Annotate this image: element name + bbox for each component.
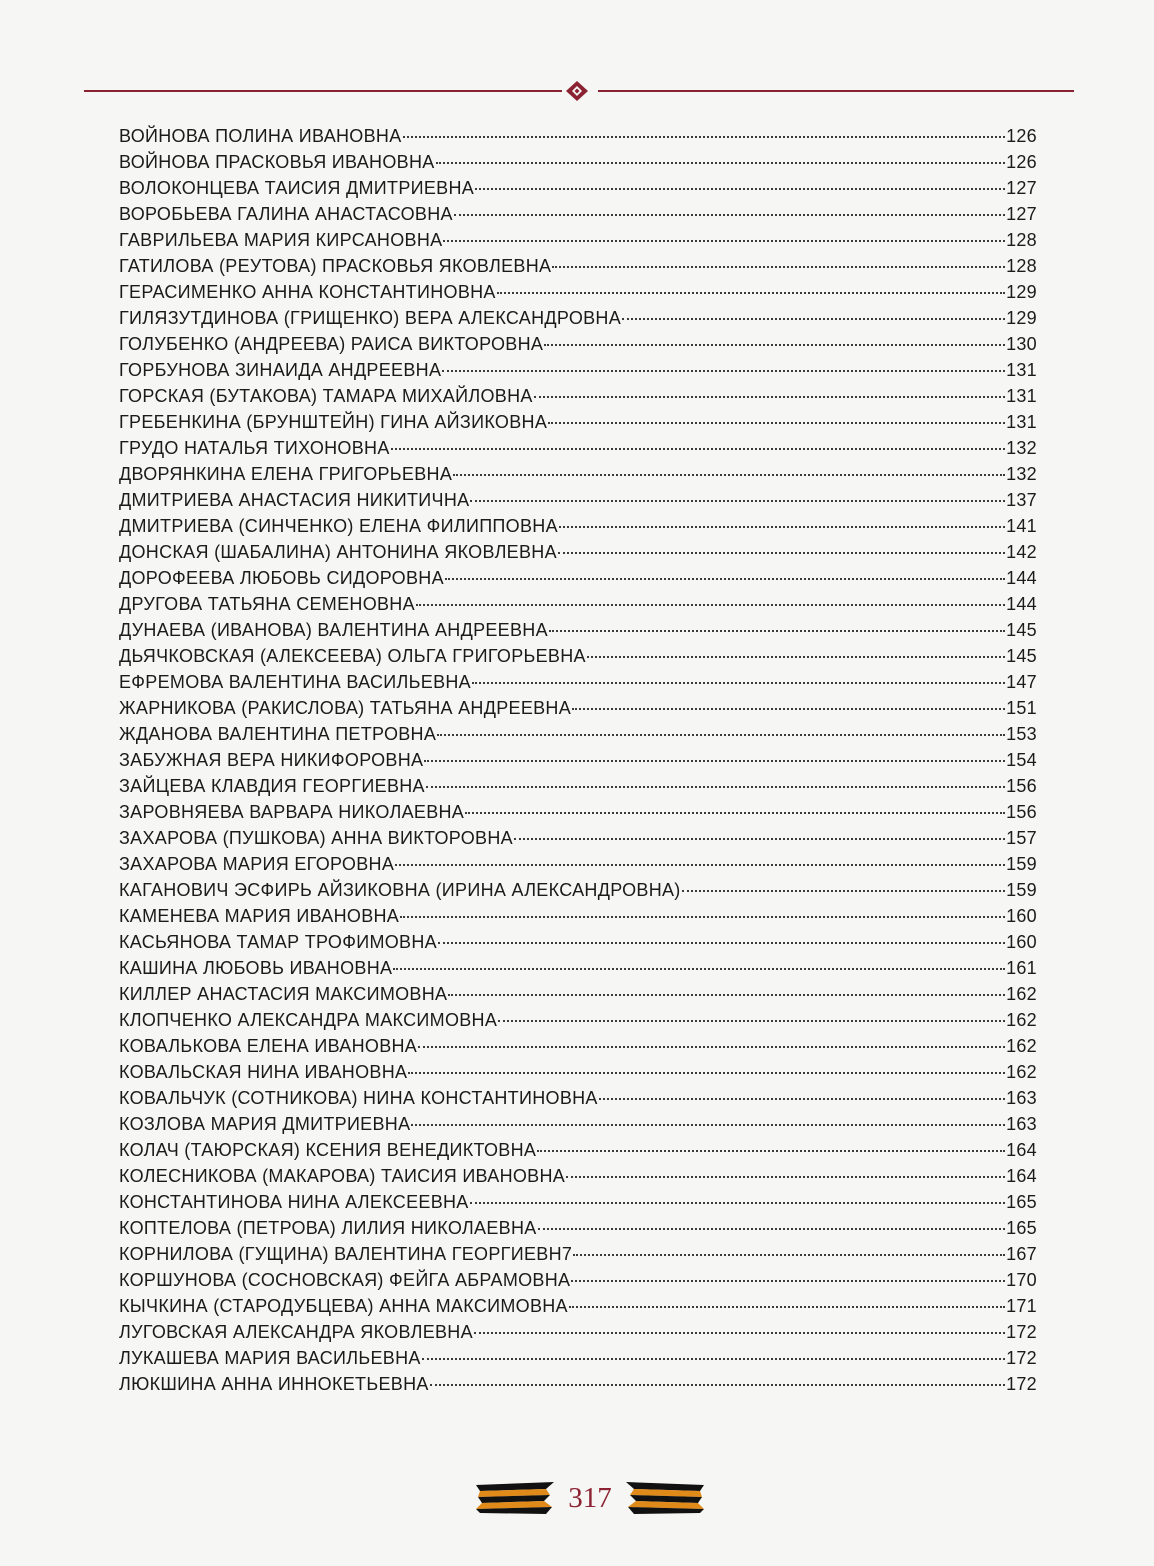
toc-entry: [119, 825, 1037, 851]
toc-entry: [119, 1215, 1037, 1241]
toc-entry-page: 164: [1006, 1166, 1037, 1186]
toc-entry-name: ЗАБУЖНАЯ ВЕРА НИКИФОРОВНА: [119, 750, 424, 770]
dot-leader: [566, 1175, 1005, 1178]
toc-entry-page: 162: [1006, 1062, 1037, 1082]
toc-entry-name: ДМИТРИЕВА АНАСТАСИЯ НИКИТИЧНА: [119, 490, 470, 510]
st-george-ribbon-left-icon: [474, 1481, 556, 1515]
toc-entry-page: 165: [1006, 1192, 1037, 1212]
toc-entry-page: 128: [1006, 256, 1037, 276]
toc-entry-name: КЛОПЧЕНКО АЛЕКСАНДРА МАКСИМОВНА: [119, 1010, 498, 1030]
dot-leader: [445, 577, 1005, 580]
toc-entry: [119, 591, 1037, 617]
toc-entry-page: 159: [1006, 854, 1037, 874]
toc-entry-name: ВОЛОКОНЦЕВА ТАИСИЯ ДМИТРИЕВНА: [119, 178, 475, 198]
toc-entry: [119, 253, 1037, 279]
toc-entry: [119, 279, 1037, 305]
toc-entry-name: ДРУГОВА ТАТЬЯНА СЕМЕНОВНА: [119, 594, 415, 614]
toc-entry-name: КАМЕНЕВА МАРИЯ ИВАНОВНА: [119, 906, 400, 926]
toc-entry-name: ДЬЯЧКОВСКАЯ (АЛЕКСЕЕВА) ОЛЬГА ГРИГОРЬЕВНА: [119, 646, 586, 666]
toc-entry: [119, 435, 1037, 461]
toc-entry: [119, 1345, 1037, 1371]
toc-entry-name: ЛУГОВСКАЯ АЛЕКСАНДРА ЯКОВЛЕВНА: [119, 1322, 473, 1342]
toc-entry-page: 163: [1006, 1088, 1037, 1108]
toc-entry: [119, 539, 1037, 565]
toc-entry: [119, 617, 1037, 643]
dot-leader: [395, 863, 1005, 866]
dot-leader: [514, 837, 1005, 840]
toc-entry-page: 131: [1006, 412, 1037, 432]
dot-leader: [400, 915, 1005, 918]
toc-entry-page: 126: [1006, 152, 1037, 172]
toc-entry: [119, 1293, 1037, 1319]
toc-entry-name: ГАТИЛОВА (РЕУТОВА) ПРАСКОВЬЯ ЯКОВЛЕВНА: [119, 256, 552, 276]
toc-entry-page: 159: [1006, 880, 1037, 900]
toc-entry: [119, 1111, 1037, 1137]
toc-entry: [119, 799, 1037, 825]
toc-entry-page: 163: [1006, 1114, 1037, 1134]
toc-entry: [119, 175, 1037, 201]
toc-entry-page: 127: [1006, 204, 1037, 224]
toc-entry: [119, 643, 1037, 669]
dot-leader: [454, 213, 1005, 216]
toc-entry: [119, 981, 1037, 1007]
toc-entry-page: 156: [1006, 802, 1037, 822]
toc-entry-page: 128: [1006, 230, 1037, 250]
toc-entry: [119, 409, 1037, 435]
toc-entry-page: 162: [1006, 1036, 1037, 1056]
toc-entry-page: 142: [1006, 542, 1037, 562]
dot-leader: [548, 421, 1005, 424]
dot-leader: [622, 317, 1005, 320]
toc-entry: [119, 149, 1037, 175]
dot-leader: [442, 369, 1005, 372]
toc-entry-name: КОВАЛЬЧУК (СОТНИКОВА) НИНА КОНСТАНТИНОВНА: [119, 1088, 598, 1108]
toc-entry-page: 130: [1006, 334, 1037, 354]
toc-entry-name: КАСЬЯНОВА ТАМАР ТРОФИМОВНА: [119, 932, 437, 952]
toc-entry: [119, 1371, 1037, 1397]
toc-entry-name: ЕФРЕМОВА ВАЛЕНТИНА ВАСИЛЬЕВНА: [119, 672, 471, 692]
toc-entry-page: 131: [1006, 360, 1037, 380]
dot-leader: [438, 941, 1005, 944]
toc-entry-name: КОНСТАНТИНОВА НИНА АЛЕКСЕЕВНА: [119, 1192, 469, 1212]
toc-entry-name: ГОРСКАЯ (БУТАКОВА) ТАМАРА МИХАЙЛОВНА: [119, 386, 533, 406]
dot-leader: [569, 1305, 1005, 1308]
dot-leader: [426, 785, 1005, 788]
toc-entry-name: КОРНИЛОВА (ГУЩИНА) ВАЛЕНТИНА ГЕОРГИЕВН7: [119, 1244, 573, 1264]
toc-entry-page: 157: [1006, 828, 1037, 848]
st-george-ribbon-right-icon: [624, 1481, 706, 1515]
dot-leader: [422, 1357, 1005, 1360]
toc-entry: [119, 929, 1037, 955]
dot-leader: [436, 161, 1005, 164]
dot-leader: [474, 1331, 1005, 1334]
toc-entry-page: 145: [1006, 646, 1037, 666]
toc-entry-name: ДОНСКАЯ (ШАБАЛИНА) АНТОНИНА ЯКОВЛЕВНА: [119, 542, 557, 562]
dot-leader: [391, 447, 1005, 450]
page-number: 317: [568, 1481, 612, 1514]
toc-entry: [119, 1033, 1037, 1059]
dot-leader: [559, 525, 1005, 528]
toc-entry-name: КОВАЛЬКОВА ЕЛЕНА ИВАНОВНА: [119, 1036, 418, 1056]
toc-entry-name: ВОЙНОВА ПОЛИНА ИВАНОВНА: [119, 126, 402, 146]
toc-entry-name: ДУНАЕВА (ИВАНОВА) ВАЛЕНТИНА АНДРЕЕВНА: [119, 620, 548, 640]
toc-entry-page: 137: [1006, 490, 1037, 510]
toc-entry: [119, 123, 1037, 149]
toc-entry-name: ЗАХАРОВА МАРИЯ ЕГОРОВНА: [119, 854, 395, 874]
dot-leader: [537, 1149, 1005, 1152]
toc-entry: [119, 747, 1037, 773]
dot-leader: [538, 1227, 1006, 1230]
toc-entry-name: КИЛЛЕР АНАСТАСИЯ МАКСИМОВНА: [119, 984, 448, 1004]
toc-entry-name: ВОЙНОВА ПРАСКОВЬЯ ИВАНОВНА: [119, 152, 435, 172]
toc-entry: [119, 1267, 1037, 1293]
dot-leader: [552, 265, 1005, 268]
toc-entry: [119, 1059, 1037, 1085]
toc-entry-name: КОЗЛОВА МАРИЯ ДМИТРИЕВНА: [119, 1114, 411, 1134]
dot-leader: [470, 1201, 1005, 1204]
dot-leader: [448, 993, 1005, 996]
toc-entry: [119, 1137, 1037, 1163]
toc-entry-page: 147: [1006, 672, 1037, 692]
toc-entry: [119, 955, 1037, 981]
dot-leader: [587, 655, 1005, 658]
toc-entry: [119, 1085, 1037, 1111]
toc-entry-page: 144: [1006, 594, 1037, 614]
toc-entry-name: КАШИНА ЛЮБОВЬ ИВАНОВНА: [119, 958, 393, 978]
toc-entry-page: 165: [1006, 1218, 1037, 1238]
toc-entry: [119, 903, 1037, 929]
toc-entry-page: 172: [1006, 1348, 1037, 1368]
dot-leader: [558, 551, 1005, 554]
toc-entry-name: КЫЧКИНА (СТАРОДУБЦЕВА) АННА МАКСИМОВНА: [119, 1296, 568, 1316]
dot-leader: [465, 811, 1005, 814]
toc-entry: [119, 513, 1037, 539]
toc-entry-name: КОРШУНОВА (СОСНОВСКАЯ) ФЕЙГА АБРАМОВНА: [119, 1270, 571, 1290]
dot-leader: [599, 1097, 1005, 1100]
toc-entry-page: 162: [1006, 984, 1037, 1004]
toc-entry: [119, 669, 1037, 695]
toc-entry-page: 172: [1006, 1374, 1037, 1394]
toc-entry-page: 160: [1006, 932, 1037, 952]
toc-entry-page: 160: [1006, 906, 1037, 926]
toc-entry-name: ЛУКАШЕВА МАРИЯ ВАСИЛЬЕВНА: [119, 1348, 421, 1368]
header-rule-left: [84, 90, 562, 92]
toc-entry: [119, 1189, 1037, 1215]
dot-leader: [571, 1279, 1005, 1282]
dot-leader: [544, 343, 1005, 346]
toc-entry-page: 170: [1006, 1270, 1037, 1290]
toc-entry-name: КОЛЕСНИКОВА (МАКАРОВА) ТАИСИЯ ИВАНОВНА: [119, 1166, 566, 1186]
toc-entry: [119, 773, 1037, 799]
toc-entry: [119, 1007, 1037, 1033]
dot-leader: [572, 707, 1005, 710]
toc-entry-page: 132: [1006, 438, 1037, 458]
toc-entry-page: 171: [1006, 1296, 1037, 1316]
toc-entry-name: КОПТЕЛОВА (ПЕТРОВА) ЛИЛИЯ НИКОЛАЕВНА: [119, 1218, 537, 1238]
dot-leader: [408, 1071, 1005, 1074]
dot-leader: [418, 1045, 1005, 1048]
toc-entry: [119, 695, 1037, 721]
dot-leader: [416, 603, 1005, 606]
toc-entry-name: ГОЛУБЕНКО (АНДРЕЕВА) РАИСА ВИКТОРОВНА: [119, 334, 544, 354]
toc-entry: [119, 227, 1037, 253]
toc-entry-page: 141: [1006, 516, 1037, 536]
dot-leader: [393, 967, 1005, 970]
toc-entry-name: ГАВРИЛЬЕВА МАРИЯ КИРСАНОВНА: [119, 230, 443, 250]
toc-entry: [119, 461, 1037, 487]
diamond-ornament-icon: [565, 80, 589, 102]
toc-entry-name: ДМИТРИЕВА (СИНЧЕНКО) ЕЛЕНА ФИЛИППОВНА: [119, 516, 558, 536]
toc-entry: [119, 357, 1037, 383]
toc-entry-name: ГИЛЯЗУТДИНОВА (ГРИЩЕНКО) ВЕРА АЛЕКСАНДРОВНА: [119, 308, 622, 328]
toc-entry: [119, 201, 1037, 227]
toc-entry-page: 164: [1006, 1140, 1037, 1160]
toc-entry-name: ГРУДО НАТАЛЬЯ ТИХОНОВНА: [119, 438, 390, 458]
dot-leader: [475, 187, 1005, 190]
toc-entry: [119, 1319, 1037, 1345]
toc-entry-page: 156: [1006, 776, 1037, 796]
toc-entry-name: ГОРБУНОВА ЗИНАИДА АНДРЕЕВНА: [119, 360, 442, 380]
toc-entry: [119, 1241, 1037, 1267]
toc-entry-name: ДВОРЯНКИНА ЕЛЕНА ГРИГОРЬЕВНА: [119, 464, 453, 484]
dot-leader: [573, 1253, 1005, 1256]
dot-leader: [403, 135, 1006, 138]
toc-entry-page: 161: [1006, 958, 1037, 978]
toc-entry: [119, 851, 1037, 877]
dot-leader: [682, 889, 1005, 892]
table-of-contents: [119, 123, 1037, 1397]
dot-leader: [430, 1383, 1005, 1386]
toc-entry-page: 129: [1006, 308, 1037, 328]
toc-entry-page: 132: [1006, 464, 1037, 484]
toc-entry-page: 167: [1006, 1244, 1037, 1264]
dot-leader: [453, 473, 1005, 476]
toc-entry-name: ЖДАНОВА ВАЛЕНТИНА ПЕТРОВНА: [119, 724, 437, 744]
dot-leader: [411, 1123, 1005, 1126]
dot-leader: [498, 1019, 1005, 1022]
toc-entry-page: 154: [1006, 750, 1037, 770]
toc-entry-name: ЖАРНИКОВА (РАКИСЛОВА) ТАТЬЯНА АНДРЕЕВНА: [119, 698, 572, 718]
toc-entry: [119, 721, 1037, 747]
toc-entry-page: 129: [1006, 282, 1037, 302]
toc-entry-name: ЗАЙЦЕВА КЛАВДИЯ ГЕОРГИЕВНА: [119, 776, 425, 796]
dot-leader: [497, 291, 1005, 294]
dot-leader: [549, 629, 1005, 632]
toc-entry-page: 126: [1006, 126, 1037, 146]
toc-entry-name: ЛЮКШИНА АННА ИННОКЕТЬЕВНА: [119, 1374, 429, 1394]
toc-entry-name: ЗАХАРОВА (ПУШКОВА) АННА ВИКТОРОВНА: [119, 828, 513, 848]
toc-entry-page: 153: [1006, 724, 1037, 744]
toc-entry-name: ГРЕБЕНКИНА (БРУНШТЕЙН) ГИНА АЙЗИКОВНА: [119, 412, 548, 432]
toc-entry: [119, 331, 1037, 357]
toc-entry-page: 144: [1006, 568, 1037, 588]
toc-entry: [119, 383, 1037, 409]
toc-entry-page: 127: [1006, 178, 1037, 198]
toc-entry-page: 151: [1006, 698, 1037, 718]
header-rule-right: [598, 90, 1074, 92]
dot-leader: [472, 681, 1005, 684]
page-footer: [470, 1474, 710, 1522]
toc-entry-name: ГЕРАСИМЕНКО АННА КОНСТАНТИНОВНА: [119, 282, 496, 302]
toc-entry-page: 131: [1006, 386, 1037, 406]
toc-entry-name: КОВАЛЬСКАЯ НИНА ИВАНОВНА: [119, 1062, 408, 1082]
toc-entry: [119, 877, 1037, 903]
toc-entry: [119, 1163, 1037, 1189]
toc-entry: [119, 565, 1037, 591]
toc-entry-page: 162: [1006, 1010, 1037, 1030]
toc-entry-name: ДОРОФЕЕВА ЛЮБОВЬ СИДОРОВНА: [119, 568, 444, 588]
dot-leader: [534, 395, 1005, 398]
dot-leader: [470, 499, 1005, 502]
toc-entry-name: ВОРОБЬЕВА ГАЛИНА АНАСТАСОВНА: [119, 204, 453, 224]
dot-leader: [437, 733, 1005, 736]
toc-entry: [119, 487, 1037, 513]
toc-entry: [119, 305, 1037, 331]
dot-leader: [424, 759, 1005, 762]
toc-entry-page: 172: [1006, 1322, 1037, 1342]
toc-entry-name: КАГАНОВИЧ ЭСФИРЬ АЙЗИКОВНА (ИРИНА АЛЕКСАНДРОВНА): [119, 880, 681, 900]
toc-entry-page: 145: [1006, 620, 1037, 640]
toc-entry-name: ЗАРОВНЯЕВА ВАРВАРА НИКОЛАЕВНА: [119, 802, 465, 822]
dot-leader: [443, 239, 1005, 242]
toc-entry-name: КОЛАЧ (ТАЮРСКАЯ) КСЕНИЯ ВЕНЕДИКТОВНА: [119, 1140, 537, 1160]
